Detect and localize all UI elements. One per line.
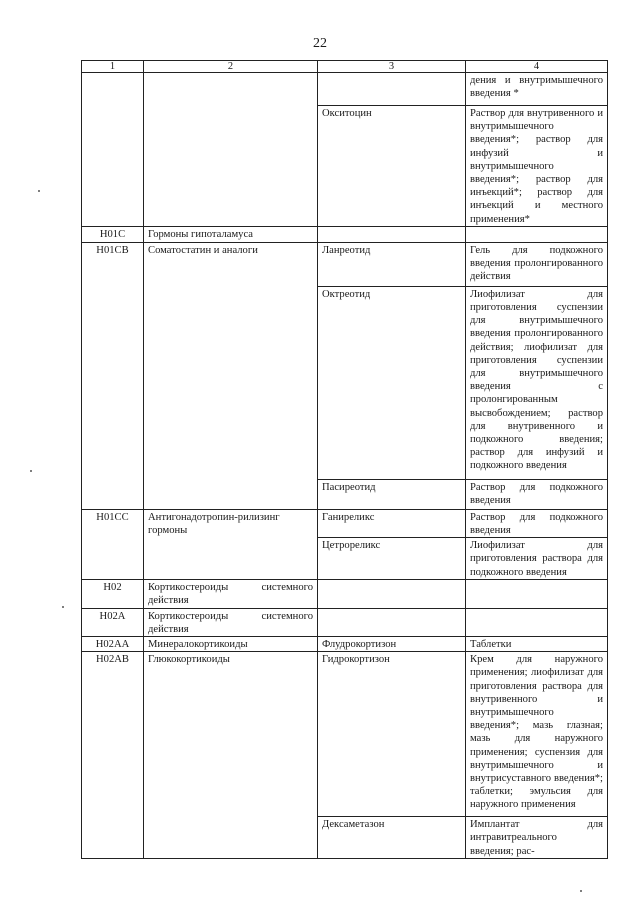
group-cell: Кортикостероиды системного действия: [144, 580, 318, 608]
dosage-forms-cell: Крем для наружного применения; лиофилизат для приготовления раствора для внутривенного и внутримышечного введения*; мазь глазная; мазь для наружного применения; суспензия для внутримышечного и внутрисуставного введения*; таблетки; эмульсия для наружного применения: [466, 652, 608, 817]
table-row: [82, 73, 608, 106]
group-cell: Глюкокортикоиды: [144, 652, 318, 859]
drug-name-cell: [318, 580, 466, 608]
table-row: [82, 608, 608, 636]
table-row: [82, 637, 608, 652]
group-cell: Антигонадотропин-рилизинг гормоны: [144, 509, 318, 579]
table-row: [82, 580, 608, 608]
dosage-forms-cell: Таблетки: [466, 637, 608, 652]
drug-name-cell: Пасиреотид: [318, 479, 466, 509]
group-cell: Минералокортикоиды: [144, 637, 318, 652]
drug-name-cell: Флудрокортизон: [318, 637, 466, 652]
table-row: [82, 509, 608, 537]
drug-name-cell: [318, 608, 466, 636]
dosage-forms-cell: Лиофилизат для приготовления раствора для подкожного введения: [466, 538, 608, 580]
dosage-forms-cell: Имплантат для интравитреального введения; рас-: [466, 817, 608, 859]
table-row: [82, 652, 608, 817]
drug-name-cell: Гидрокортизон: [318, 652, 466, 817]
drug-name-cell: Ганиреликс: [318, 509, 466, 537]
drug-name-cell: Цетрореликс: [318, 538, 466, 580]
header-col-1: 1: [82, 61, 144, 73]
table-header-row: [82, 61, 608, 73]
dosage-forms-cell: [466, 580, 608, 608]
drug-name-cell: [318, 226, 466, 242]
page-number: 22: [313, 36, 327, 51]
dosage-forms-cell: Гель для подкожного введения пролонгированного действия: [466, 242, 608, 286]
atc-code-cell: H02AB: [82, 652, 144, 859]
atc-code-cell: H01CB: [82, 242, 144, 509]
header-col-3: 3: [318, 61, 466, 73]
dosage-forms-cell: Раствор для подкожного введения: [466, 509, 608, 537]
table-row: [82, 242, 608, 286]
group-cell: Соматостатин и аналоги: [144, 242, 318, 509]
drug-name-cell: Дексаметазон: [318, 817, 466, 859]
atc-code-cell: [82, 73, 144, 227]
scan-speck: [580, 890, 582, 892]
group-cell: Гормоны гипоталамуса: [144, 226, 318, 242]
drug-name-cell: [318, 73, 466, 106]
scan-speck: [30, 470, 32, 472]
scan-speck: [62, 606, 64, 608]
drug-name-cell: Ланреотид: [318, 242, 466, 286]
table-row: [82, 226, 608, 242]
drug-name-cell: Октреотид: [318, 286, 466, 479]
dosage-forms-cell: дения и внутримышечного введения *: [466, 73, 608, 106]
atc-code-cell: H02AA: [82, 637, 144, 652]
dosage-forms-cell: Лиофилизат для приготовления суспензии для внутримышечного введения пролонгированного действия; лиофилизат для приготовления суспензии для внутримышечного введения с пролонгированным высвобождением; раствор для внутривенного и подкожного введения; раствор для инфузий и подкожного введения: [466, 286, 608, 479]
drug-table: [81, 60, 608, 859]
atc-code-cell: H01CC: [82, 509, 144, 579]
atc-code-cell: H02A: [82, 608, 144, 636]
group-cell: [144, 73, 318, 227]
atc-code-cell: H01C: [82, 226, 144, 242]
atc-code-cell: H02: [82, 580, 144, 608]
scan-speck: [38, 190, 40, 192]
dosage-forms-cell: Раствор для подкожного введения: [466, 479, 608, 509]
group-cell: Кортикостероиды системного действия: [144, 608, 318, 636]
header-col-2: 2: [144, 61, 318, 73]
dosage-forms-cell: [466, 226, 608, 242]
dosage-forms-cell: [466, 608, 608, 636]
drug-name-cell: Окситоцин: [318, 106, 466, 227]
dosage-forms-cell: Раствор для внутривенного и внутримышечного введения*; раствор для инфузий и внутримышечного введения*; раствор для инъекций*; раствор для инъекций и местного применения*: [466, 106, 608, 227]
header-col-4: 4: [466, 61, 608, 73]
